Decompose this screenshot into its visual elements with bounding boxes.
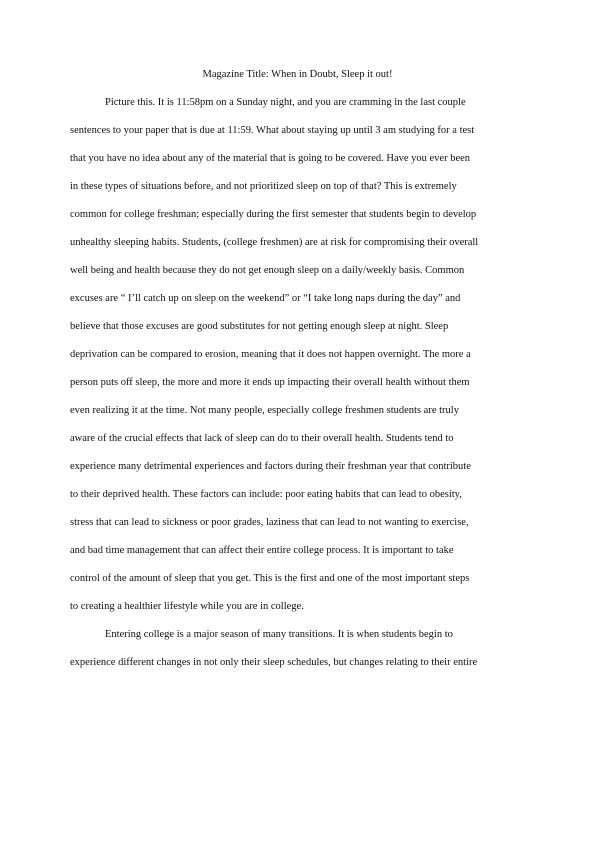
paragraph-line: unhealthy sleeping habits. Students, (college freshmen) are at risk for compromising their overall: [70, 237, 479, 248]
paragraph-line: to their deprived health. These factors can include: poor eating habits that can lead to obesity,: [70, 489, 462, 500]
paragraph-line: stress that can lead to sickness or poor grades, laziness that can lead to not wanting to exercise,: [70, 517, 469, 528]
paragraph-line: aware of the crucial effects that lack of sleep can do to their overall health. Students tend to: [70, 433, 454, 444]
paragraph-line: even realizing it at the time. Not many people, especially college freshmen students are truly: [70, 405, 459, 416]
paragraph-line: control of the amount of sleep that you get. This is the first and one of the most important steps: [70, 573, 470, 584]
paragraph-line: sentences to your paper that is due at 11:59. What about staying up until 3 am studying for a test: [70, 125, 475, 136]
paragraph-line: to creating a healthier lifestyle while you are in college.: [70, 601, 304, 612]
paragraph-line: in these types of situations before, and not prioritized sleep on top of that? This is extremely: [70, 181, 457, 192]
paragraph-line: experience different changes in not only their sleep schedules, but changes relating to their entire: [70, 657, 478, 668]
paragraph-line: excuses are “ I’ll catch up on sleep on the weekend” or “I take long naps during the day” and: [70, 293, 461, 304]
paragraph-line: and bad time management that can affect their entire college process. It is important to take: [70, 545, 454, 556]
paragraph-line: believe that those excuses are good substitutes for not getting enough sleep at night. Sleep: [70, 321, 449, 332]
paragraph-line: deprivation can be compared to erosion, meaning that it does not happen overnight. The more a: [70, 349, 471, 360]
paragraph-line: Picture this. It is 11:58pm on a Sunday night, and you are cramming in the last couple: [105, 97, 466, 108]
paragraph-line: that you have no idea about any of the material that is going to be covered. Have you ever been: [70, 153, 471, 164]
document-title: Magazine Title: When in Doubt, Sleep it out!: [202, 69, 393, 80]
paragraph-line: Entering college is a major season of many transitions. It is when students begin to: [105, 629, 453, 640]
paragraph-line: experience many detrimental experiences and factors during their freshman year that contribute: [70, 461, 471, 472]
paragraph-line: person puts off sleep, the more and more it ends up impacting their overall health without them: [70, 377, 470, 388]
paragraph-line: well being and health because they do not get enough sleep on a daily/weekly basis. Common: [70, 265, 465, 276]
paragraph-line: common for college freshman; especially during the first semester that students begin to develop: [70, 209, 477, 220]
